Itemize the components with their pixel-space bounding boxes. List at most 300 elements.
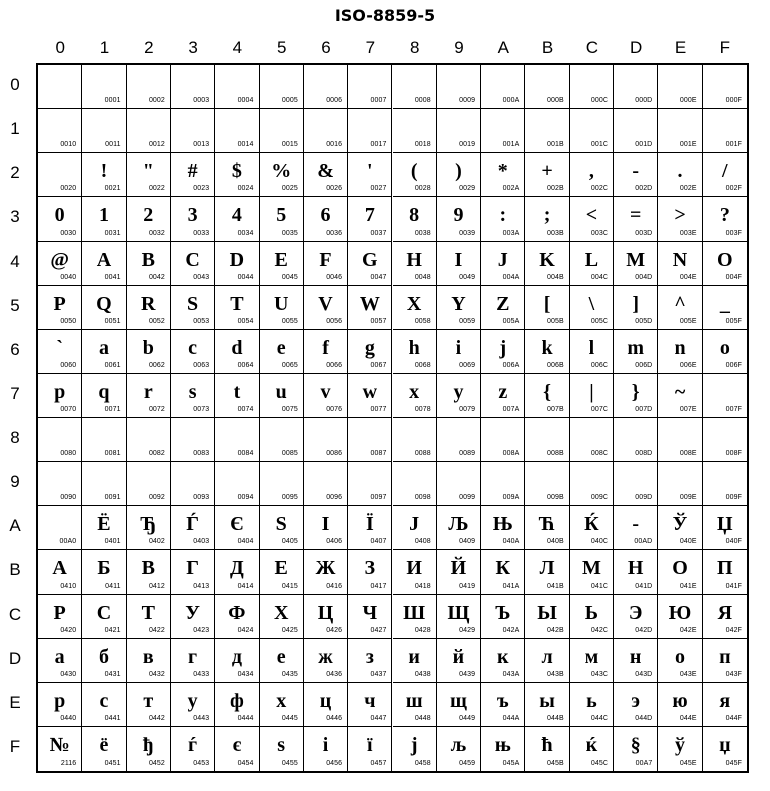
unicode-code: 0006 bbox=[326, 97, 343, 105]
row-header: A bbox=[9, 516, 21, 536]
char-glyph: 5 bbox=[276, 204, 287, 227]
unicode-code: 0094 bbox=[237, 494, 254, 502]
char-cell bbox=[38, 418, 82, 462]
char-cell bbox=[38, 374, 82, 418]
unicode-code: 0043 bbox=[193, 273, 210, 281]
char-glyph: G bbox=[362, 248, 378, 271]
unicode-code: 0013 bbox=[193, 141, 210, 149]
char-cell bbox=[127, 65, 171, 109]
unicode-code: 0033 bbox=[193, 229, 210, 237]
unicode-code: 0416 bbox=[326, 582, 343, 590]
char-glyph: H bbox=[406, 248, 422, 271]
unicode-code: 0404 bbox=[237, 538, 254, 546]
char-cell bbox=[127, 242, 171, 286]
char-cell bbox=[38, 506, 82, 550]
unicode-code: 006F bbox=[725, 361, 742, 369]
char-glyph: Й bbox=[450, 557, 467, 580]
row-header: 3 bbox=[10, 207, 20, 227]
char-cell bbox=[614, 330, 658, 374]
char-glyph: Х bbox=[273, 601, 289, 624]
char-glyph: № bbox=[49, 733, 70, 756]
row-header: 4 bbox=[10, 251, 20, 271]
char-cell bbox=[304, 462, 348, 506]
unicode-code: 0032 bbox=[148, 229, 165, 237]
char-cell bbox=[658, 727, 702, 771]
char-cell bbox=[703, 286, 747, 330]
char-cell bbox=[171, 65, 215, 109]
row-header: D bbox=[8, 648, 22, 668]
unicode-code: 0086 bbox=[326, 450, 343, 458]
char-cell bbox=[570, 65, 614, 109]
char-cell bbox=[260, 374, 304, 418]
char-cell bbox=[570, 197, 614, 241]
char-glyph: _ bbox=[719, 292, 730, 315]
char-cell bbox=[260, 639, 304, 683]
char-cell bbox=[658, 550, 702, 594]
char-glyph: Ь bbox=[584, 601, 599, 624]
char-glyph: B bbox=[141, 248, 155, 271]
unicode-code: 0446 bbox=[326, 714, 343, 722]
unicode-code: 0073 bbox=[193, 406, 210, 413]
char-cell bbox=[127, 462, 171, 506]
char-cell bbox=[171, 374, 215, 418]
char-glyph: ў bbox=[675, 733, 686, 756]
char-glyph: * bbox=[497, 160, 508, 183]
char-cell bbox=[38, 109, 82, 153]
char-cell bbox=[304, 197, 348, 241]
char-cell bbox=[614, 639, 658, 683]
char-cell bbox=[525, 109, 569, 153]
unicode-code: 0419 bbox=[459, 582, 476, 590]
char-glyph: Џ bbox=[717, 513, 733, 536]
char-cell bbox=[393, 506, 437, 550]
row-header: 6 bbox=[10, 339, 20, 359]
char-glyph: O bbox=[717, 248, 733, 271]
char-cell bbox=[260, 462, 304, 506]
unicode-code: 0044 bbox=[237, 273, 254, 281]
char-cell bbox=[481, 65, 525, 109]
char-glyph: \ bbox=[588, 292, 595, 315]
char-glyph: r bbox=[143, 380, 153, 403]
unicode-code: 0060 bbox=[60, 361, 77, 369]
char-cell bbox=[481, 683, 525, 727]
char-cell bbox=[525, 506, 569, 550]
unicode-code: 002E bbox=[679, 185, 697, 193]
unicode-code: 0017 bbox=[370, 141, 387, 149]
char-cell bbox=[525, 153, 569, 197]
unicode-code: 0410 bbox=[60, 582, 77, 590]
char-cell bbox=[348, 197, 392, 241]
unicode-code: 0092 bbox=[148, 494, 165, 502]
char-cell bbox=[215, 506, 259, 550]
char-glyph: Н bbox=[627, 557, 644, 580]
char-cell bbox=[570, 462, 614, 506]
char-cell bbox=[437, 65, 481, 109]
unicode-code: 004B bbox=[546, 273, 564, 281]
char-cell bbox=[481, 197, 525, 241]
char-cell bbox=[437, 242, 481, 286]
char-glyph: = bbox=[629, 204, 642, 227]
unicode-code: 0445 bbox=[281, 714, 298, 722]
char-cell bbox=[127, 153, 171, 197]
char-cell bbox=[260, 506, 304, 550]
char-glyph: ч bbox=[364, 689, 376, 712]
char-glyph: ј bbox=[410, 733, 418, 756]
unicode-code: 042D bbox=[635, 626, 653, 634]
char-glyph: V bbox=[318, 292, 333, 315]
char-cell bbox=[171, 727, 215, 771]
unicode-code: 0079 bbox=[459, 406, 476, 413]
char-cell bbox=[614, 286, 658, 330]
unicode-code: 008B bbox=[546, 450, 564, 458]
unicode-code: 0088 bbox=[414, 450, 431, 458]
unicode-code: 0012 bbox=[148, 141, 165, 149]
char-cell bbox=[437, 595, 481, 639]
char-glyph: I bbox=[321, 513, 330, 536]
unicode-code: 0401 bbox=[104, 538, 121, 546]
char-glyph: њ bbox=[494, 733, 511, 756]
char-glyph: љ bbox=[450, 733, 467, 756]
char-glyph: д bbox=[231, 645, 242, 668]
row-header: 2 bbox=[10, 163, 20, 183]
char-glyph: ф bbox=[229, 689, 244, 712]
char-glyph: n bbox=[674, 336, 686, 359]
unicode-code: 007E bbox=[679, 406, 697, 413]
char-cell bbox=[304, 595, 348, 639]
char-cell bbox=[614, 727, 658, 771]
unicode-code: 0019 bbox=[459, 141, 476, 149]
char-cell bbox=[82, 550, 126, 594]
char-glyph: э bbox=[631, 689, 641, 712]
column-header: C bbox=[585, 38, 599, 57]
unicode-code: 0421 bbox=[104, 626, 121, 634]
unicode-code: 0063 bbox=[193, 361, 210, 369]
char-cell bbox=[393, 197, 437, 241]
unicode-code: 0005 bbox=[281, 97, 298, 105]
char-glyph: , bbox=[588, 160, 594, 183]
char-cell bbox=[215, 683, 259, 727]
char-glyph: ї bbox=[367, 733, 373, 756]
char-cell bbox=[127, 595, 171, 639]
char-cell bbox=[570, 109, 614, 153]
unicode-code: 0084 bbox=[237, 450, 254, 458]
row-header: C bbox=[8, 604, 22, 624]
char-cell bbox=[703, 109, 747, 153]
unicode-code: 0083 bbox=[193, 450, 210, 458]
char-cell bbox=[215, 153, 259, 197]
unicode-code: 0403 bbox=[193, 538, 210, 546]
char-cell bbox=[38, 65, 82, 109]
char-cell bbox=[348, 65, 392, 109]
row-header: 9 bbox=[10, 472, 20, 492]
char-glyph: z bbox=[498, 380, 508, 403]
char-glyph: С bbox=[96, 601, 112, 624]
char-glyph: ! bbox=[100, 160, 108, 183]
unicode-code: 0081 bbox=[104, 450, 121, 458]
unicode-code: 0003 bbox=[193, 97, 210, 105]
char-glyph: 3 bbox=[187, 204, 198, 227]
char-glyph: 4 bbox=[231, 204, 242, 227]
char-glyph: є bbox=[232, 733, 242, 756]
char-glyph: Щ bbox=[447, 601, 470, 624]
char-cell bbox=[481, 242, 525, 286]
char-cell bbox=[82, 683, 126, 727]
unicode-code: 0038 bbox=[414, 229, 431, 237]
char-glyph: ь bbox=[586, 689, 597, 712]
char-glyph: - bbox=[632, 160, 640, 183]
char-glyph: $ bbox=[231, 160, 242, 183]
char-cell bbox=[703, 242, 747, 286]
char-glyph: i bbox=[455, 336, 462, 359]
char-glyph: Э bbox=[628, 601, 643, 624]
char-cell bbox=[215, 374, 259, 418]
char-cell bbox=[525, 639, 569, 683]
unicode-code: 003F bbox=[725, 229, 742, 237]
char-cell bbox=[437, 418, 481, 462]
char-cell bbox=[304, 153, 348, 197]
char-cell bbox=[525, 374, 569, 418]
unicode-code: 0444 bbox=[237, 714, 254, 722]
char-cell bbox=[215, 242, 259, 286]
unicode-code: 041B bbox=[546, 582, 564, 590]
char-cell bbox=[215, 595, 259, 639]
char-cell bbox=[525, 595, 569, 639]
char-cell bbox=[614, 153, 658, 197]
char-glyph: Ѓ bbox=[186, 513, 199, 536]
char-cell bbox=[171, 595, 215, 639]
char-glyph: б bbox=[98, 645, 109, 668]
unicode-code: 0438 bbox=[414, 670, 431, 678]
char-glyph: 0 bbox=[54, 204, 65, 227]
unicode-code: 009F bbox=[725, 494, 742, 502]
char-cell bbox=[127, 550, 171, 594]
unicode-code: 0040 bbox=[60, 273, 77, 281]
unicode-code: 0429 bbox=[459, 626, 476, 634]
char-cell bbox=[437, 727, 481, 771]
char-glyph: у bbox=[187, 689, 198, 712]
code-chart-grid bbox=[36, 63, 749, 773]
char-cell bbox=[614, 109, 658, 153]
char-cell bbox=[348, 242, 392, 286]
column-header: 1 bbox=[99, 38, 110, 57]
char-cell bbox=[703, 550, 747, 594]
column-header: 5 bbox=[276, 38, 287, 57]
char-glyph: И bbox=[406, 557, 422, 580]
unicode-code: 0010 bbox=[60, 141, 77, 149]
char-cell bbox=[38, 242, 82, 286]
char-glyph: У bbox=[185, 601, 200, 624]
unicode-code: 0051 bbox=[104, 317, 121, 325]
char-cell bbox=[570, 595, 614, 639]
char-glyph: ( bbox=[410, 160, 418, 183]
char-glyph: Г bbox=[186, 557, 199, 580]
unicode-code: 0447 bbox=[370, 714, 387, 722]
unicode-code: 006E bbox=[679, 361, 697, 369]
unicode-code: 005F bbox=[725, 317, 742, 325]
unicode-code: 041F bbox=[725, 582, 742, 590]
column-header: D bbox=[630, 38, 643, 57]
char-glyph: T bbox=[230, 292, 244, 315]
char-glyph: Ж bbox=[315, 557, 336, 580]
unicode-code: 007C bbox=[590, 406, 609, 413]
char-glyph: u bbox=[275, 380, 287, 403]
char-cell bbox=[82, 727, 126, 771]
char-cell bbox=[82, 109, 126, 153]
unicode-code: 0001 bbox=[104, 97, 121, 105]
char-glyph: и bbox=[408, 645, 420, 668]
unicode-code: 0034 bbox=[237, 229, 254, 237]
unicode-code: 0424 bbox=[237, 626, 254, 634]
char-glyph: Є bbox=[230, 513, 244, 536]
char-glyph: x bbox=[409, 380, 420, 403]
char-glyph: ъ bbox=[496, 689, 509, 712]
char-cell bbox=[215, 65, 259, 109]
char-glyph: p bbox=[54, 380, 66, 403]
char-cell bbox=[525, 462, 569, 506]
unicode-code: 0009 bbox=[459, 97, 476, 105]
unicode-code: 0064 bbox=[237, 361, 254, 369]
char-cell bbox=[304, 727, 348, 771]
char-cell bbox=[614, 197, 658, 241]
char-cell bbox=[127, 197, 171, 241]
unicode-code: 0442 bbox=[148, 714, 165, 722]
page-title: ISO-8859-5 bbox=[334, 6, 436, 25]
char-glyph: w bbox=[362, 380, 378, 403]
char-glyph: П bbox=[717, 557, 733, 580]
unicode-code: 040E bbox=[679, 538, 697, 546]
unicode-code: 004E bbox=[679, 273, 697, 281]
char-cell bbox=[614, 595, 658, 639]
char-cell bbox=[171, 462, 215, 506]
char-glyph: g bbox=[364, 336, 375, 359]
char-glyph: P bbox=[53, 292, 66, 315]
unicode-code: 0025 bbox=[281, 185, 298, 193]
unicode-code: 0411 bbox=[105, 582, 121, 590]
char-cell bbox=[260, 109, 304, 153]
char-glyph: s bbox=[188, 380, 197, 403]
char-glyph: j bbox=[499, 336, 507, 359]
unicode-code: 0427 bbox=[370, 626, 387, 634]
unicode-code: 000C bbox=[590, 97, 609, 105]
char-cell bbox=[658, 639, 702, 683]
row-header: 5 bbox=[10, 295, 20, 315]
unicode-code: 0412 bbox=[148, 582, 165, 590]
unicode-code: 0443 bbox=[193, 714, 210, 722]
char-cell bbox=[127, 374, 171, 418]
char-cell bbox=[481, 462, 525, 506]
char-glyph: м bbox=[584, 645, 599, 668]
row-header: 7 bbox=[10, 383, 20, 403]
char-cell bbox=[525, 418, 569, 462]
unicode-code: 008E bbox=[679, 450, 697, 458]
char-glyph: в bbox=[142, 645, 154, 668]
char-cell bbox=[260, 153, 304, 197]
char-cell bbox=[525, 330, 569, 374]
char-cell bbox=[393, 242, 437, 286]
unicode-code: 0047 bbox=[370, 273, 387, 281]
char-cell bbox=[348, 330, 392, 374]
char-cell bbox=[658, 418, 702, 462]
char-glyph: ц bbox=[319, 689, 332, 712]
char-glyph: К bbox=[495, 557, 511, 580]
char-glyph: : bbox=[499, 204, 507, 227]
unicode-code: 0441 bbox=[104, 714, 121, 722]
char-glyph: г bbox=[188, 645, 198, 668]
char-glyph: Ћ bbox=[539, 513, 556, 536]
unicode-code: 042A bbox=[502, 626, 520, 634]
unicode-code: 0432 bbox=[148, 670, 165, 678]
unicode-code: 0420 bbox=[60, 626, 77, 634]
char-cell bbox=[38, 153, 82, 197]
char-cell bbox=[570, 683, 614, 727]
unicode-code: 0029 bbox=[459, 185, 476, 193]
char-cell bbox=[127, 330, 171, 374]
column-header: 3 bbox=[188, 38, 198, 57]
unicode-code: 0024 bbox=[237, 185, 254, 193]
unicode-code: 045B bbox=[546, 760, 564, 767]
char-cell bbox=[38, 550, 82, 594]
char-cell bbox=[614, 506, 658, 550]
char-glyph: Y bbox=[451, 292, 466, 315]
char-cell bbox=[703, 153, 747, 197]
char-glyph: & bbox=[317, 160, 334, 183]
unicode-code: 0018 bbox=[414, 141, 431, 149]
unicode-code: 0405 bbox=[281, 538, 298, 546]
unicode-code: 008C bbox=[590, 450, 609, 458]
char-cell bbox=[260, 242, 304, 286]
unicode-code: 006C bbox=[590, 361, 609, 369]
char-cell bbox=[348, 550, 392, 594]
char-cell bbox=[215, 639, 259, 683]
char-cell bbox=[38, 683, 82, 727]
char-cell bbox=[393, 153, 437, 197]
unicode-code: 001B bbox=[546, 141, 564, 149]
char-glyph: b bbox=[142, 336, 154, 359]
char-cell bbox=[437, 683, 481, 727]
unicode-code: 005B bbox=[546, 317, 564, 325]
char-cell bbox=[570, 286, 614, 330]
unicode-code: 001D bbox=[635, 141, 653, 149]
char-glyph: a bbox=[98, 336, 109, 359]
char-cell bbox=[393, 286, 437, 330]
unicode-code: 045C bbox=[590, 760, 609, 767]
char-cell bbox=[437, 639, 481, 683]
unicode-code: 0409 bbox=[459, 538, 476, 546]
unicode-code: 0055 bbox=[281, 317, 298, 325]
unicode-code: 0090 bbox=[60, 494, 77, 502]
char-cell bbox=[171, 153, 215, 197]
unicode-code: 008A bbox=[502, 450, 520, 458]
char-glyph: ш bbox=[405, 689, 423, 712]
char-cell bbox=[215, 550, 259, 594]
char-cell bbox=[215, 286, 259, 330]
unicode-code: 001E bbox=[679, 141, 697, 149]
unicode-code: 0408 bbox=[414, 538, 431, 546]
char-cell bbox=[658, 330, 702, 374]
column-header: A bbox=[497, 38, 509, 57]
char-glyph: K bbox=[539, 248, 555, 271]
unicode-code: 041D bbox=[635, 582, 653, 590]
row-header: F bbox=[9, 736, 21, 756]
row-header: B bbox=[9, 560, 21, 580]
char-cell bbox=[304, 374, 348, 418]
char-cell bbox=[304, 639, 348, 683]
char-cell bbox=[437, 550, 481, 594]
unicode-code: 005E bbox=[679, 317, 697, 325]
unicode-code: 0071 bbox=[104, 406, 121, 413]
unicode-code: 0434 bbox=[237, 670, 254, 678]
char-cell bbox=[82, 462, 126, 506]
